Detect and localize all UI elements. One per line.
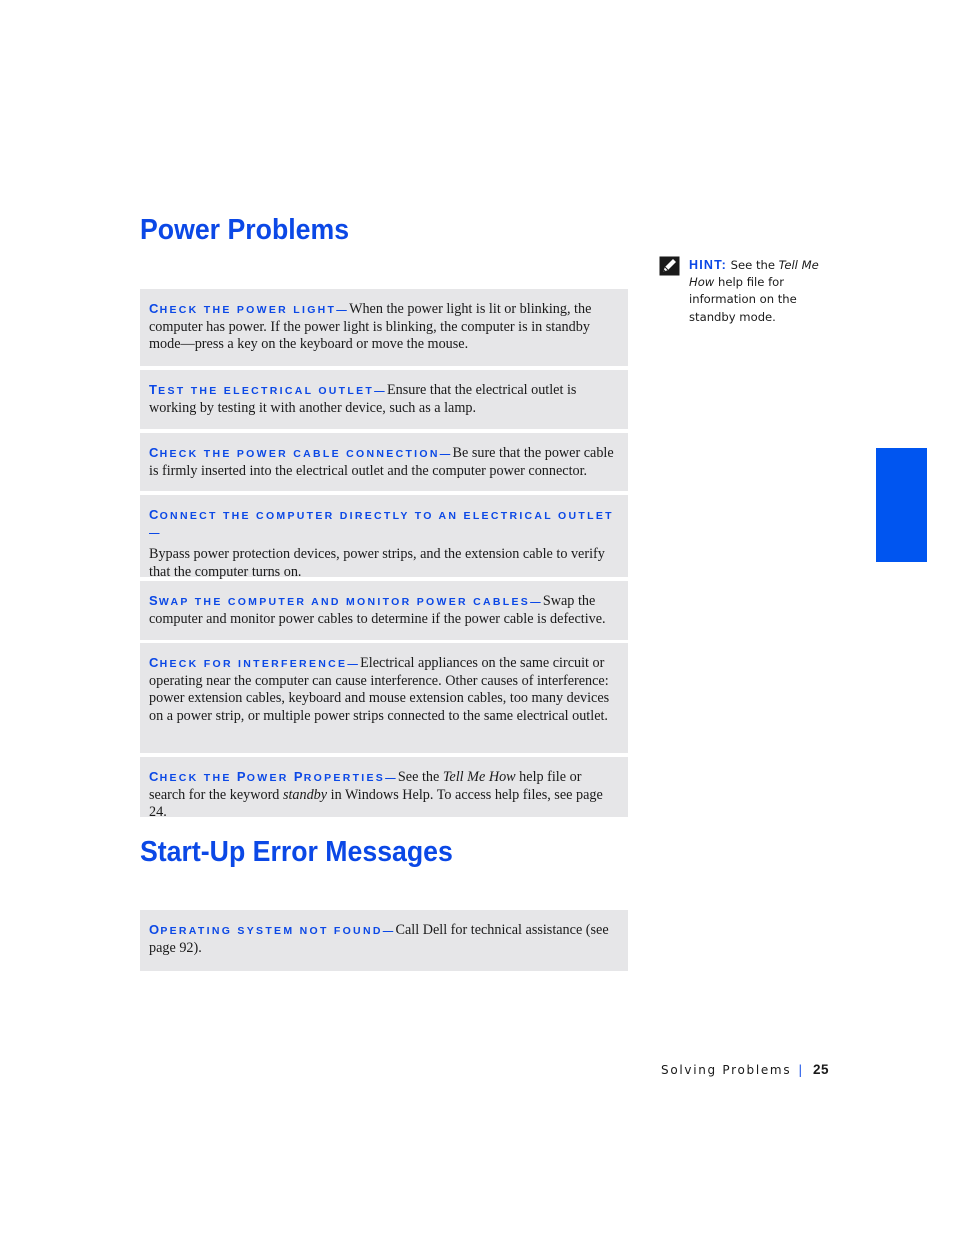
tip-text: Bypass power protection devices, power strips, and the extension cable to verify that the computer turns on. [149, 546, 605, 580]
tip-text: Ensure that the electrical outlet is working by testing it with another device, such as a lamp. [149, 382, 577, 417]
tip-box-os-not-found [140, 910, 628, 971]
page-number: 25 [813, 1062, 830, 1077]
tip-text: Electrical appliances on the same circuit or operating near the computer can cause interference. Other causes of interference: power extension cables, keyboard and mouse extension cables, too many devices on a power strip, or multiple power strips connected to the same electrical outlet. [149, 655, 610, 724]
tip-text: Be sure that the power cable is firmly inserted into the electrical outlet and the computer power connector. [149, 445, 614, 480]
tip-text: When the power light is lit or blinking, the computer has power. If the power light is blinking, the computer is in standby mode—press a key on the keyboard or move the mouse. [149, 301, 592, 353]
tip-lead: OPERATING SYSTEM NOT FOUND— [149, 922, 396, 937]
hint-note: HINT: See the Tell Me How help file for information on the standby mode. [689, 258, 819, 324]
tip-text: See the Tell Me How help file or search for the keyword standby in Windows Help. To access help files, see page 24. [149, 769, 603, 821]
tip-box-connect-directly [140, 495, 628, 580]
tip-box-electrical-outlet [140, 370, 628, 429]
chapter-thumb-tab [876, 448, 927, 562]
tip-lead: CHECK FOR INTERFERENCE— [149, 655, 361, 670]
tip-box-swap-cables [140, 581, 628, 640]
tip-lead: CHECK THE POWER PROPERTIES— [149, 769, 398, 784]
footer-separator: | [798, 1063, 805, 1077]
hint-label: HINT: [689, 258, 727, 272]
tip-text: Call Dell for technical assistance (see page 92). [149, 922, 609, 957]
tip-box-power-cable [140, 433, 628, 491]
tip-text: Swap the computer and monitor power cables to determine if the power cable is defective. [149, 593, 606, 628]
tip-box-power-light [140, 289, 628, 366]
footer-chapter-title: Solving Problems [661, 1063, 792, 1077]
tip-lead: CHECK THE POWER LIGHT— [149, 301, 350, 316]
tip-lead: CONNECT THE COMPUTER DIRECTLY TO AN ELECTRICAL OUTLET— [149, 507, 614, 540]
tip-box-interference [140, 643, 628, 753]
note-pencil-icon [659, 256, 680, 276]
tip-lead: SWAP THE COMPUTER AND MONITOR POWER CABLES— [149, 593, 543, 608]
section-title-power-problems: Power Problems [140, 214, 350, 246]
tip-lead: CHECK THE POWER CABLE CONNECTION— [149, 445, 453, 460]
page-footer [661, 1062, 829, 1077]
section-title-startup-errors: Start-Up Error Messages [140, 836, 453, 868]
tip-lead: TEST THE ELECTRICAL OUTLET— [149, 382, 387, 397]
tip-box-power-properties [140, 757, 628, 821]
